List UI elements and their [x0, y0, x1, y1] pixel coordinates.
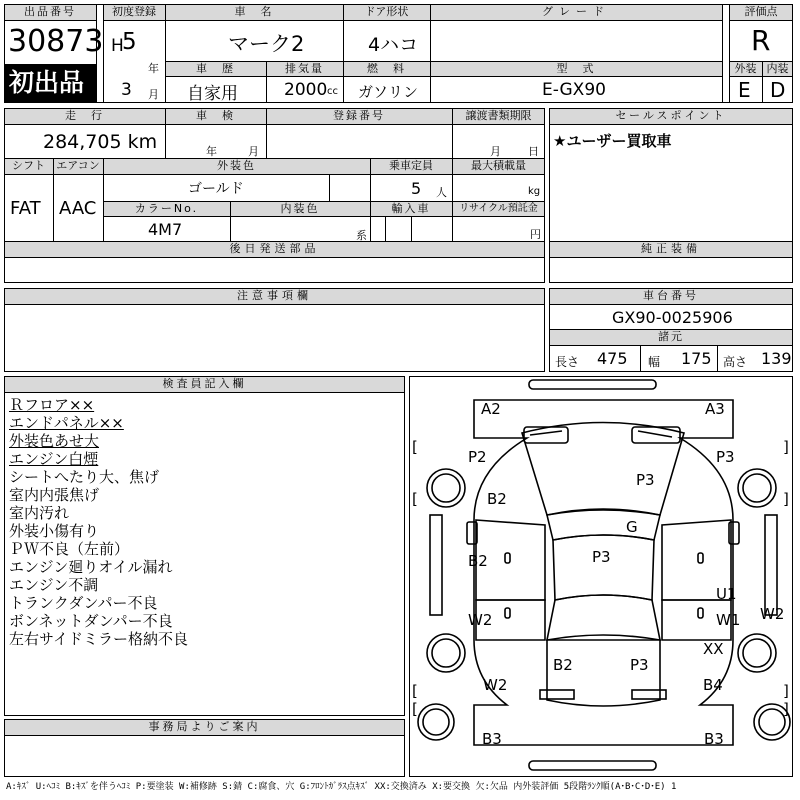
dims-label: 諸元	[658, 330, 684, 343]
damage-code: W2	[483, 676, 508, 694]
inspector-note: エンジン廻りオイル漏れ	[9, 558, 173, 576]
import-label: 輸入車	[391, 202, 431, 215]
bracket: ]	[783, 682, 789, 700]
ac-label: エアコン	[56, 159, 100, 172]
ext-grade: E	[738, 78, 751, 102]
interior-color-unit: 系	[356, 229, 367, 242]
inspector-note: 室内汚れ	[9, 504, 70, 522]
legend: A:ｷｽﾞ U:ﾍｺﾐ B:ｷｽﾞを伴うﾍｺﾐ P:要塗装 W:補修跡 S:錆 C:腐食、穴 G:ﾌﾛﾝﾄｶﾞﾗｽ点ｷｽﾞ XX:交換済み X:要交換 欠:欠品 内外装評価 5段階ﾗﾝｸ順(A･B･C･D･E) 1	[6, 782, 677, 792]
ext-label: 外装	[734, 62, 757, 75]
bracket: ]	[783, 700, 789, 718]
score-label: 評価点	[744, 5, 778, 18]
damage-code: B4	[703, 676, 723, 694]
damage-code: P2	[468, 448, 487, 466]
mileage-label: 走 行	[65, 109, 104, 122]
inspector-note: 室内内張焦げ	[9, 486, 100, 504]
model-label: 型 式	[556, 62, 596, 75]
inspector-note: エンジン白煙	[9, 450, 99, 468]
displacement: 2000	[284, 80, 328, 100]
displacement-label: 排気量	[285, 62, 324, 75]
inspector-note: シートへたり大、焦げ	[9, 468, 160, 486]
bracket: [	[412, 438, 418, 456]
shift: FAT	[10, 198, 41, 219]
genuine-equipment-label: 純正装備	[641, 242, 701, 255]
damage-code: W2	[760, 605, 785, 623]
damage-code: P3	[636, 471, 655, 489]
bracket: [	[412, 682, 418, 700]
capacity-unit: 人	[436, 186, 447, 199]
mileage: 284,705 km	[43, 131, 158, 153]
length-label: 長さ	[555, 355, 580, 369]
reg-year: 5	[122, 29, 137, 55]
bracket: ]	[783, 438, 789, 456]
damage-code: B3	[482, 730, 502, 748]
damage-code: A2	[481, 400, 501, 418]
car-name-label: 車 名	[234, 5, 274, 18]
load-label: 最大積載量	[471, 159, 526, 172]
color-no: 4M7	[148, 220, 183, 239]
inspection-label: 車 検	[196, 109, 235, 122]
damage-code: B2	[468, 552, 488, 570]
transfer-label: 譲渡書類期限	[465, 109, 532, 122]
caution-label: 注意事項欄	[237, 289, 312, 302]
capacity: 5	[411, 179, 422, 198]
capacity-label: 乗車定員	[389, 159, 433, 172]
office-notice-area	[4, 719, 405, 777]
damage-code: A3	[705, 400, 725, 418]
displacement-unit: cc	[327, 86, 338, 97]
damage-code: G	[626, 518, 638, 536]
inspector-note: エンジン不調	[9, 576, 99, 594]
reg-month-unit: 月	[148, 88, 159, 101]
inspection-year-unit: 年	[206, 145, 217, 158]
damage-code: W1	[716, 611, 741, 629]
damage-code: W2	[468, 611, 493, 629]
inspection-month-unit: 月	[248, 145, 259, 158]
int-label: 内装	[766, 62, 789, 75]
load-unit: kg	[528, 186, 541, 197]
width: 175	[681, 349, 712, 368]
fuel-label: 燃 料	[367, 62, 406, 75]
inspector-note: ＰＷ不良（左前）	[9, 540, 130, 558]
car-diagram	[409, 376, 793, 777]
int-grade: D	[770, 78, 786, 102]
chassis-number: GX90-0025906	[612, 308, 733, 327]
inspector-label: 検査員記入欄	[162, 377, 247, 390]
inspector-note: トランクダンパー不良	[9, 594, 158, 612]
sales-point-text: ★ユーザー買取車	[553, 132, 672, 150]
inspector-note: エンドパネル××	[9, 414, 124, 432]
transfer-month-unit: 月	[490, 145, 501, 158]
grade-label: グレード	[542, 5, 610, 18]
office-label: 事務局よりご案内	[148, 720, 261, 733]
later-parts-label: 後日発送部品	[229, 242, 320, 255]
color-no-label: カラーNo.	[134, 202, 199, 215]
reg-year-unit: 年	[148, 62, 159, 75]
color-label: 外装色	[217, 159, 256, 172]
damage-code: B2	[487, 490, 507, 508]
lot-no-label: 出品番号	[24, 5, 76, 18]
door: 4ハコ	[368, 34, 419, 56]
chassis-label: 車台番号	[643, 289, 699, 302]
sales-point-label: セールスポイント	[615, 109, 727, 122]
score: R	[751, 24, 771, 57]
inspector-note: 左右サイドミラー格納不良	[9, 630, 188, 648]
height-label: 高さ	[723, 355, 748, 369]
height: 139	[761, 349, 792, 368]
era: H	[111, 36, 124, 56]
bracket: ]	[783, 490, 789, 508]
damage-code: P3	[716, 448, 735, 466]
first-reg-label: 初度登録	[112, 5, 156, 18]
fuel: ガソリン	[358, 83, 419, 101]
width-label: 幅	[648, 355, 661, 369]
color: ゴールド	[188, 181, 244, 197]
length: 475	[597, 349, 628, 368]
shift-label: シフト	[12, 159, 45, 172]
history-label: 車 歴	[196, 62, 235, 75]
bracket: [	[412, 490, 418, 508]
inspector-note: ボンネットダンパー不良	[9, 612, 173, 630]
interior-color-label: 内装色	[280, 202, 320, 215]
recycle-label: リサイクル預託金	[459, 203, 538, 214]
damage-code: U1	[716, 585, 737, 603]
inspector-note: 外装色あせ大	[9, 432, 100, 450]
first-listing: 初出品	[9, 68, 85, 97]
ac: AAC	[59, 198, 97, 219]
bracket: [	[412, 700, 418, 718]
inspector-note: Ｒフロア××	[9, 396, 95, 414]
recycle-unit: 円	[530, 228, 541, 241]
car-name: マーク2	[228, 32, 305, 56]
damage-code: B2	[553, 656, 573, 674]
damage-code: XX	[703, 640, 724, 658]
lot-no: 30873	[8, 24, 104, 59]
damage-code: P3	[592, 548, 611, 566]
damage-code: B3	[704, 730, 724, 748]
transfer-day-unit: 日	[528, 145, 539, 158]
model: E-GX90	[542, 80, 606, 100]
inspector-note: 外装小傷有り	[9, 522, 100, 540]
damage-code: P3	[630, 656, 649, 674]
history: 自家用	[187, 84, 238, 104]
reg-month: 3	[121, 80, 132, 100]
reg-no-label: 登録番号	[333, 109, 385, 122]
door-label: ドア形状	[364, 5, 409, 18]
